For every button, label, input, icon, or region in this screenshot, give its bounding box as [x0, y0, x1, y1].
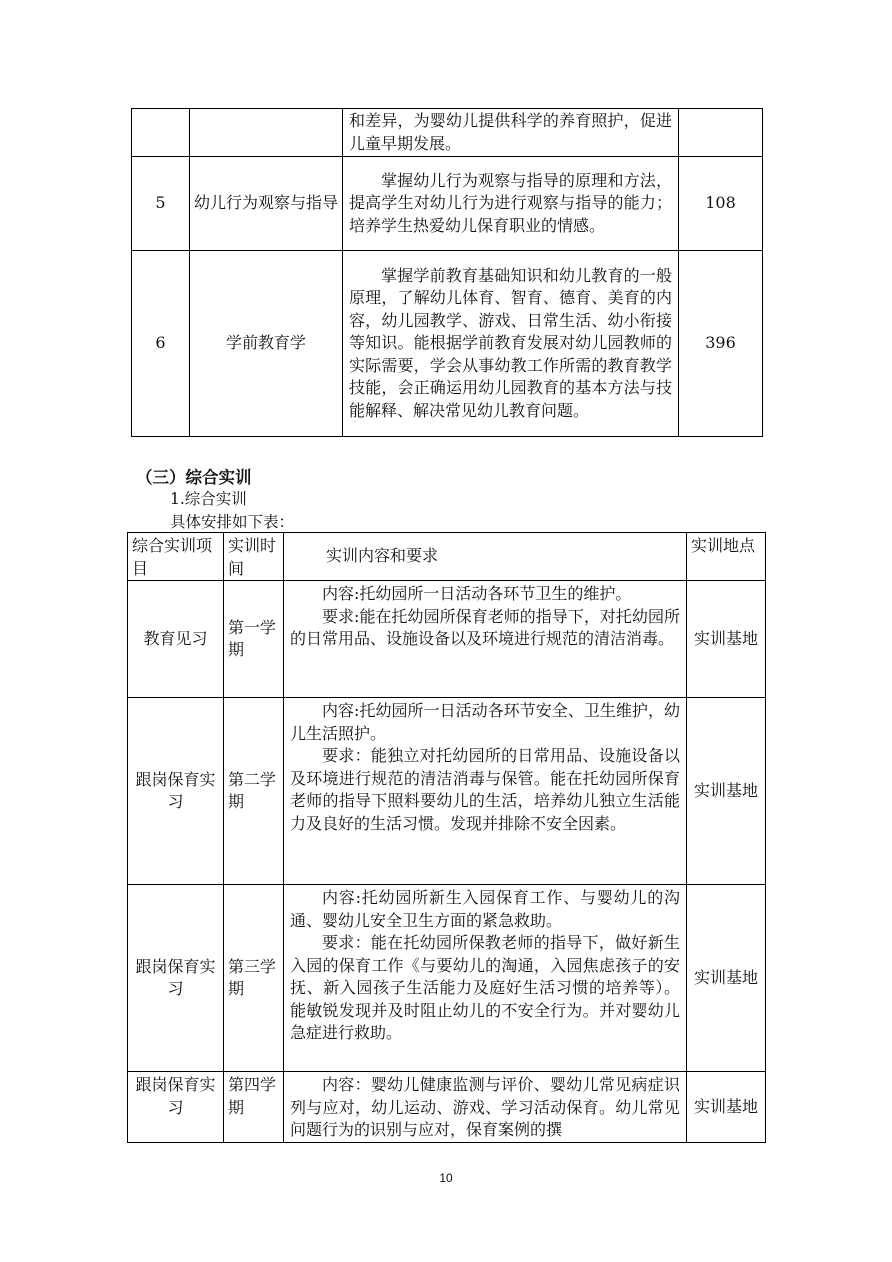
- course-content: 和差异，为婴幼儿提供科学的养育照护，促进儿童早期发展。: [343, 109, 679, 157]
- training-content: [284, 698, 687, 885]
- training-time: 第三学期: [224, 885, 284, 1072]
- requirement-paragraph: 要求：能独立对托幼园所的日常用品、设施设备以及环境进行规范的清洁消毒与保管。能在托幼园所保育老师的指导下照料要幼儿的生活，培养幼儿独立生活能力及良好的生活习惯。发现并排除不安全因素。: [290, 746, 680, 833]
- page-number: 10: [439, 1171, 453, 1185]
- table-row: [128, 581, 766, 698]
- training-time: 第一学期: [224, 581, 284, 698]
- subsection-title: 1.综合实训: [170, 490, 247, 508]
- table-row: [128, 885, 766, 1072]
- table-header-row: [128, 533, 766, 581]
- header-place: 实训地点: [687, 533, 766, 581]
- course-table: [131, 108, 763, 437]
- course-name: 学前教育学: [190, 251, 343, 437]
- training-place: 实训基地: [687, 1072, 766, 1143]
- course-name: 幼儿行为观察与指导: [190, 157, 343, 251]
- header-content: 实训内容和要求: [284, 533, 687, 581]
- training-table: [127, 532, 766, 1143]
- intro-text: 具体安排如下表：: [170, 513, 295, 531]
- training-time: 第四学期: [224, 1072, 284, 1143]
- training-place: 实训基地: [687, 885, 766, 1072]
- content-paragraph: 内容:托幼园所一日活动各环节安全、卫生维护，幼儿生活照护。: [290, 701, 680, 743]
- course-hours: 108: [679, 157, 763, 251]
- content-paragraph: 内容:托幼园所一日活动各环节卫生的维护。: [322, 584, 632, 603]
- section-heading: （三）综合实训: [136, 468, 252, 487]
- training-project: 跟岗保育实习: [128, 1072, 224, 1143]
- course-content: 掌握学前教育基础知识和幼儿教育的一般原理，了解幼儿体育、智育、德育、美育的内容，幼儿园教学、游戏、日常生活、幼小衔接等知识。能根据学前教育发展对幼儿园教师的实际需要，学会从事幼教工作所需的教育教学技能，会正确运用幼儿园教育的基本方法与技能解释、解决常见幼儿教育问题。: [343, 251, 679, 437]
- training-place: 实训基地: [687, 581, 766, 698]
- training-project: 跟岗保育实习: [128, 885, 224, 1072]
- content-paragraph: 内容:托幼园所新生入园保育工作、与婴幼儿的沟通、婴幼儿安全卫生方面的紧急救助。: [290, 888, 680, 930]
- header-time: 实训时间: [224, 533, 284, 581]
- training-time: 第二学期: [224, 698, 284, 885]
- course-no: 6: [132, 251, 190, 437]
- table-row: [128, 698, 766, 885]
- training-content: [284, 1072, 687, 1143]
- course-hours: [679, 109, 763, 157]
- header-project: 综合实训项目: [128, 533, 224, 581]
- table-row: [132, 109, 763, 157]
- course-no: 5: [132, 157, 190, 251]
- course-name: [190, 109, 343, 157]
- table-row: [132, 157, 763, 251]
- training-content: [284, 581, 687, 698]
- table-row: [132, 251, 763, 437]
- table-row: [128, 1072, 766, 1143]
- course-no: [132, 109, 190, 157]
- training-content: [284, 885, 687, 1072]
- training-project: 跟岗保育实习: [128, 698, 224, 885]
- requirement-paragraph: 要求:能在托幼园所保育老师的指导下，对托幼园所的日常用品、设施设备以及环境进行规范的清洁消毒。: [290, 606, 680, 648]
- requirement-paragraph: 要求：能在托幼园所保教老师的指导下，做好新生入园的保育工作《与要幼儿的淘通，入园焦虑孩子的安抚、新入园孩子生活能力及庭好生活习惯的培养等）。能敏锐发现并及时阻止幼儿的不安全行为。并对婴幼儿急症进行救助。: [290, 933, 680, 1042]
- content-paragraph: 内容：婴幼儿健康监测与评价、婴幼儿常见病症识 列与应对，幼儿运动、游戏、学习活动保育。幼儿常见问题行为的识别与应对，保育案例的撰: [290, 1075, 680, 1139]
- training-project: 教育见习: [128, 581, 224, 698]
- training-place: 实训基地: [687, 698, 766, 885]
- course-hours: 396: [679, 251, 763, 437]
- course-content: 掌握幼儿行为观察与指导的原理和方法，提高学生对幼儿行为进行观察与指导的能力；培养学生热爱幼儿保育职业的情感。: [343, 157, 679, 251]
